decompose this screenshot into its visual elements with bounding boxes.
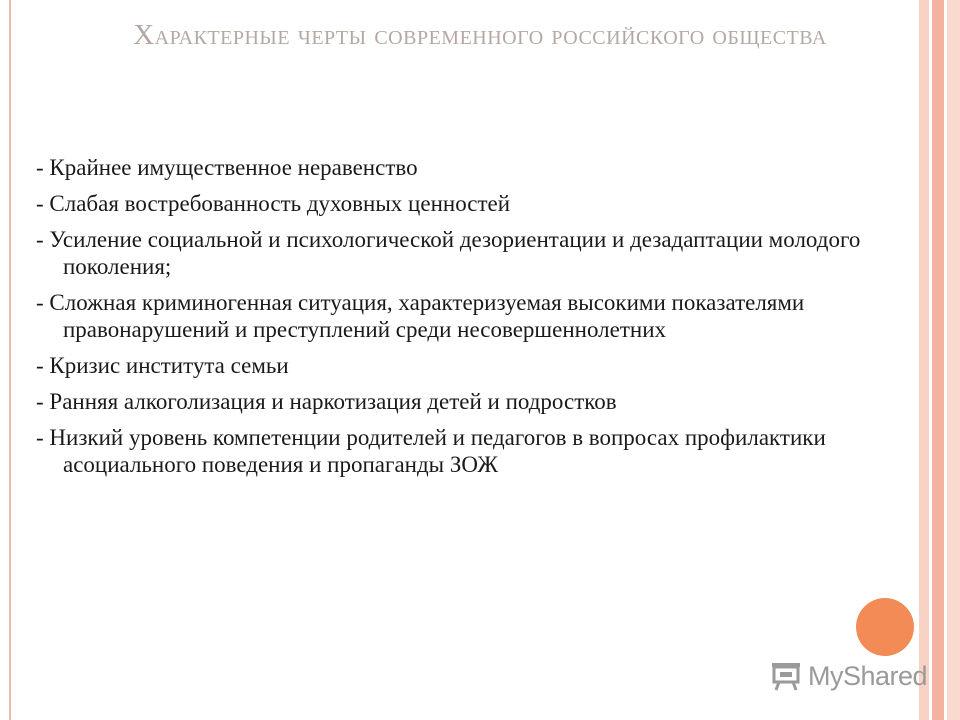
bullet-item: - Слабая востребованность духовных ценностей — [36, 191, 511, 216]
watermark-text: MyShared — [808, 660, 928, 691]
bullet-item: - Кризис института семьи — [36, 353, 289, 378]
bullet-item: - Ранняя алкоголизация и наркотизация детей и подростков — [36, 389, 617, 414]
bullet-item: - Низкий уровень компетенции родителей и педагогов в вопросах профилактики асоциального поведения и пропаганды ЗОЖ — [36, 425, 826, 477]
slide-title: Характерные черты современного российского общества — [133, 19, 827, 51]
decorative-circle — [856, 598, 914, 656]
presentation-board-icon — [770, 660, 802, 692]
bullet-item: - Крайнее имущественное неравенство — [36, 155, 418, 180]
right-stripe-dark — [932, 0, 944, 720]
left-border-line — [9, 0, 11, 720]
bullet-list — [36, 154, 916, 487]
bullet-item: - Усиление социальной и психологической дезориентации и дезадаптации молодого поколения; — [36, 227, 861, 279]
right-stripe-light — [919, 0, 929, 720]
right-stripe-light — [947, 0, 960, 720]
watermark-logo — [770, 656, 927, 696]
bullet-item: - Сложная криминогенная ситуация, характеризуемая высокими показателями правонарушений и преступлений среди несовершеннолетних — [36, 290, 805, 342]
